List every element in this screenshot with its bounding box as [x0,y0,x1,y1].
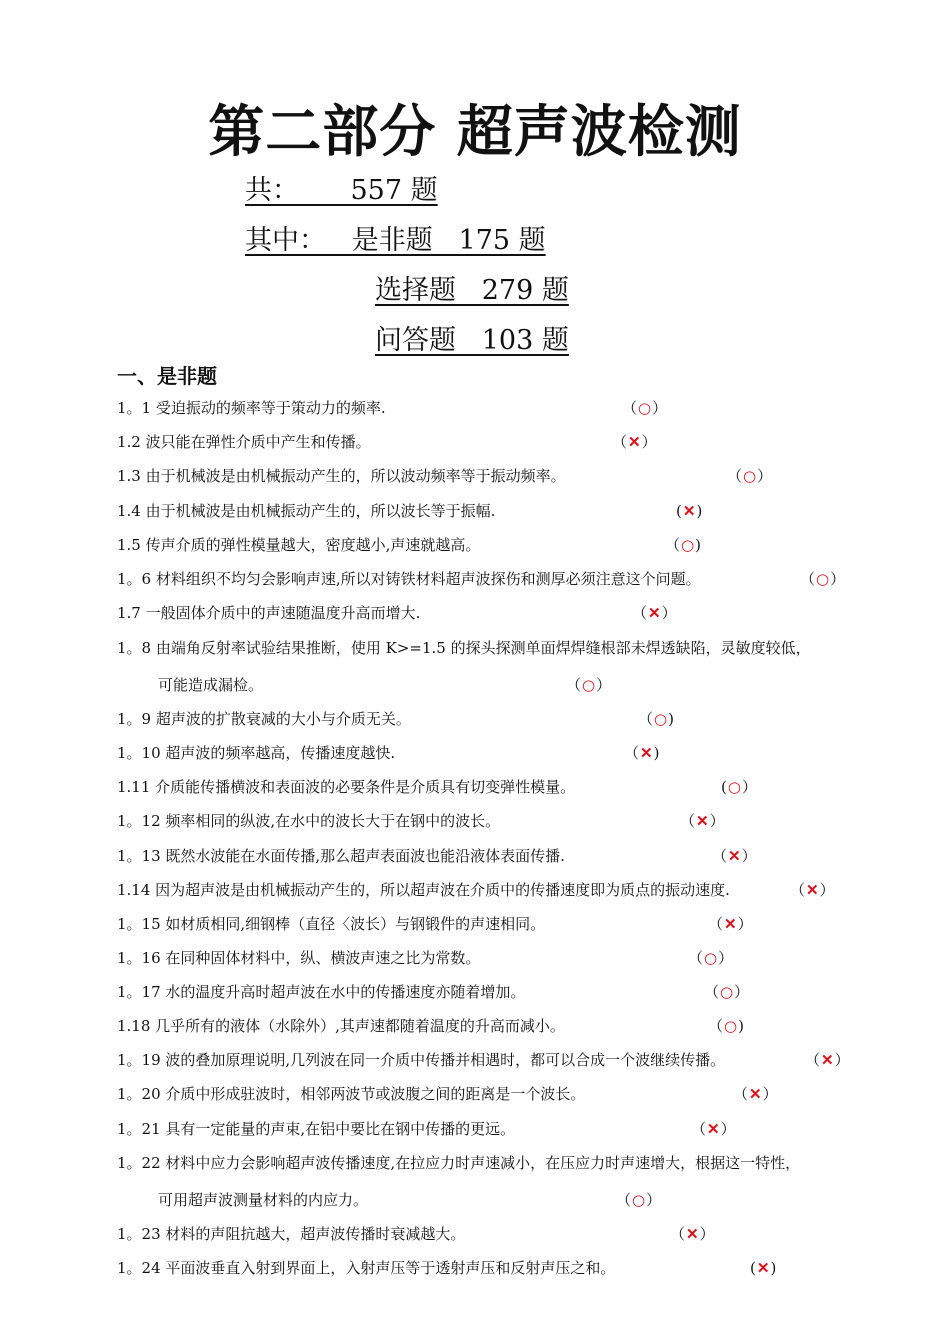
question-text: 1。13 既然水波能在水面传播,那么超声表面波也能沿液体表面传播. [117,847,565,865]
answer: （✕） [708,915,753,933]
answer: （○） [704,983,750,1001]
answer-mark: ○ [632,1191,646,1209]
question-text: 1.11 介质能传播横波和表面波的必要条件是介质具有切变弹性模量。 [117,778,576,796]
answer-mark: ○ [743,467,757,485]
question-text: 1.14 因为超声波是由机械振动产生的，所以超声波在介质中的传播速度即为质点的振动速度. [117,881,730,899]
answer-mark: ✕ [648,604,661,622]
answer: （✕) [624,744,660,762]
question-text: 1。9 超声波的扩散衰减的大小与介质无关。 [117,710,411,728]
question-text: 1。21 具有一定能量的声束,在铝中要比在钢中传播的更远。 [117,1120,516,1138]
answer: (✕) [750,1259,777,1277]
answer-mark: ○ [724,1017,738,1035]
answer-mark: ○ [681,536,695,554]
answer-mark: ✕ [724,915,737,933]
answer: （✕） [712,847,757,865]
question-text: 1.4 由于机械波是由机械振动产生的，所以波长等于振幅. [117,502,496,520]
question-text: 1。19 波的叠加原理说明,几列波在同一介质中传播并相遇时，都可以合成一个波继续传播。 [117,1051,726,1069]
answer-mark: ✕ [686,1225,699,1243]
answer: （✕） [790,881,835,899]
question-text: 1.5 传声介质的弹性模量越大，密度越小,声速就越高。 [117,536,481,554]
page-title: 第二部分 超声波检测 [208,100,742,165]
answer-mark: ✕ [728,847,741,865]
answer-mark: ○ [704,949,718,967]
question-text-continuation: 可能造成漏检。 [158,676,264,694]
answer-mark: ○ [582,676,596,694]
question-text: 1。20 介质中形成驻波时，相邻两波节或波腹之间的距离是一个波长。 [117,1085,586,1103]
question-text: 1。1 受迫振动的频率等于策动力的频率. [117,399,386,417]
question-text: 1。6 材料组织不均匀会影响声速,所以对铸铁材料超声波探伤和测厚必须注意这个问题。 [117,570,701,588]
section-heading: 一、是非题 [117,364,217,388]
answer-mark: ✕ [821,1051,834,1069]
answer-mark: ○ [654,710,668,728]
question-text-continuation: 可用超声波测量材料的内应力。 [158,1191,369,1209]
answer: (○） [721,778,757,796]
question-text: 1.2 波只能在弹性介质中产生和传播。 [117,433,371,451]
answer-mark: ✕ [696,812,709,830]
question-text: 1。24 平面波垂直入射到界面上，入射声压等于透射声压和反射声压之和。 [117,1259,616,1277]
answer: （○） [616,1191,662,1209]
tf-count: 其中： 是非题 175 题 [245,225,546,256]
answer: （✕） [691,1120,736,1138]
answer-mark: ✕ [640,744,653,762]
answer-mark: ○ [638,399,652,417]
answer: （○） [800,570,846,588]
question-text: 1.7 一般固体介质中的声速随温度升高而增大. [117,604,421,622]
question-text: 1。10 超声波的频率越高，传播速度越快. [117,744,396,762]
answer: （✕） [805,1051,850,1069]
qa-count: 问答题 103 题 [375,325,569,356]
question-text: 1。8 由端角反射率试验结果推断，使用 K>=1.5 的探头探测单面焊焊缝根部未焊透缺陷，灵敏度较低， [117,639,811,657]
question-text: 1。16 在同种固体材料中，纵、横波声速之比为常数。 [117,949,481,967]
answer: （✕） [612,433,657,451]
question-text: 1。15 如材质相同,细钢棒（直径〈波长）与钢锻件的声速相同。 [117,915,546,933]
answer-mark: ○ [720,983,734,1001]
answer-mark: ✕ [682,502,696,520]
answer-mark: ○ [727,778,741,796]
answer-mark: ✕ [749,1085,762,1103]
question-text: 1。23 材料的声阻抗越大，超声波传播时衰减越大。 [117,1225,466,1243]
total-count: 共： 557 题 [245,175,438,206]
question-text: 1.3 由于机械波是由机械振动产生的，所以波动频率等于振动频率。 [117,467,566,485]
answer: （○) [638,710,674,728]
answer: （○） [727,467,773,485]
question-text: 1。17 水的温度升高时超声波在水中的传播速度亦随着增加。 [117,983,526,1001]
question-text: 1。22 材料中应力会影响超声波传播速度,在拉应力时声速减小，在压应力时声速增大，根据这一特性， [117,1154,801,1172]
answer: （○） [622,399,668,417]
answer: （○） [566,676,612,694]
answer: （✕） [632,604,677,622]
answer-mark: ✕ [756,1259,770,1277]
answer-mark: ✕ [806,881,819,899]
answer-mark: ○ [816,570,830,588]
question-text: 1.18 几乎所有的液体（水除外）,其声速都随着温度的升高而减小。 [117,1017,565,1035]
choice-count: 选择题 279 题 [375,275,569,306]
question-text: 1。12 频率相同的纵波,在水中的波长大于在钢中的波长。 [117,812,501,830]
answer: （✕） [733,1085,778,1103]
answer: （✕） [680,812,725,830]
answer: （○) [665,536,701,554]
answer: （○） [688,949,734,967]
answer-mark: ✕ [707,1120,720,1138]
answer: (✕) [676,502,703,520]
answer-mark: ✕ [628,433,641,451]
answer: （✕） [670,1225,715,1243]
answer: （○) [708,1017,744,1035]
